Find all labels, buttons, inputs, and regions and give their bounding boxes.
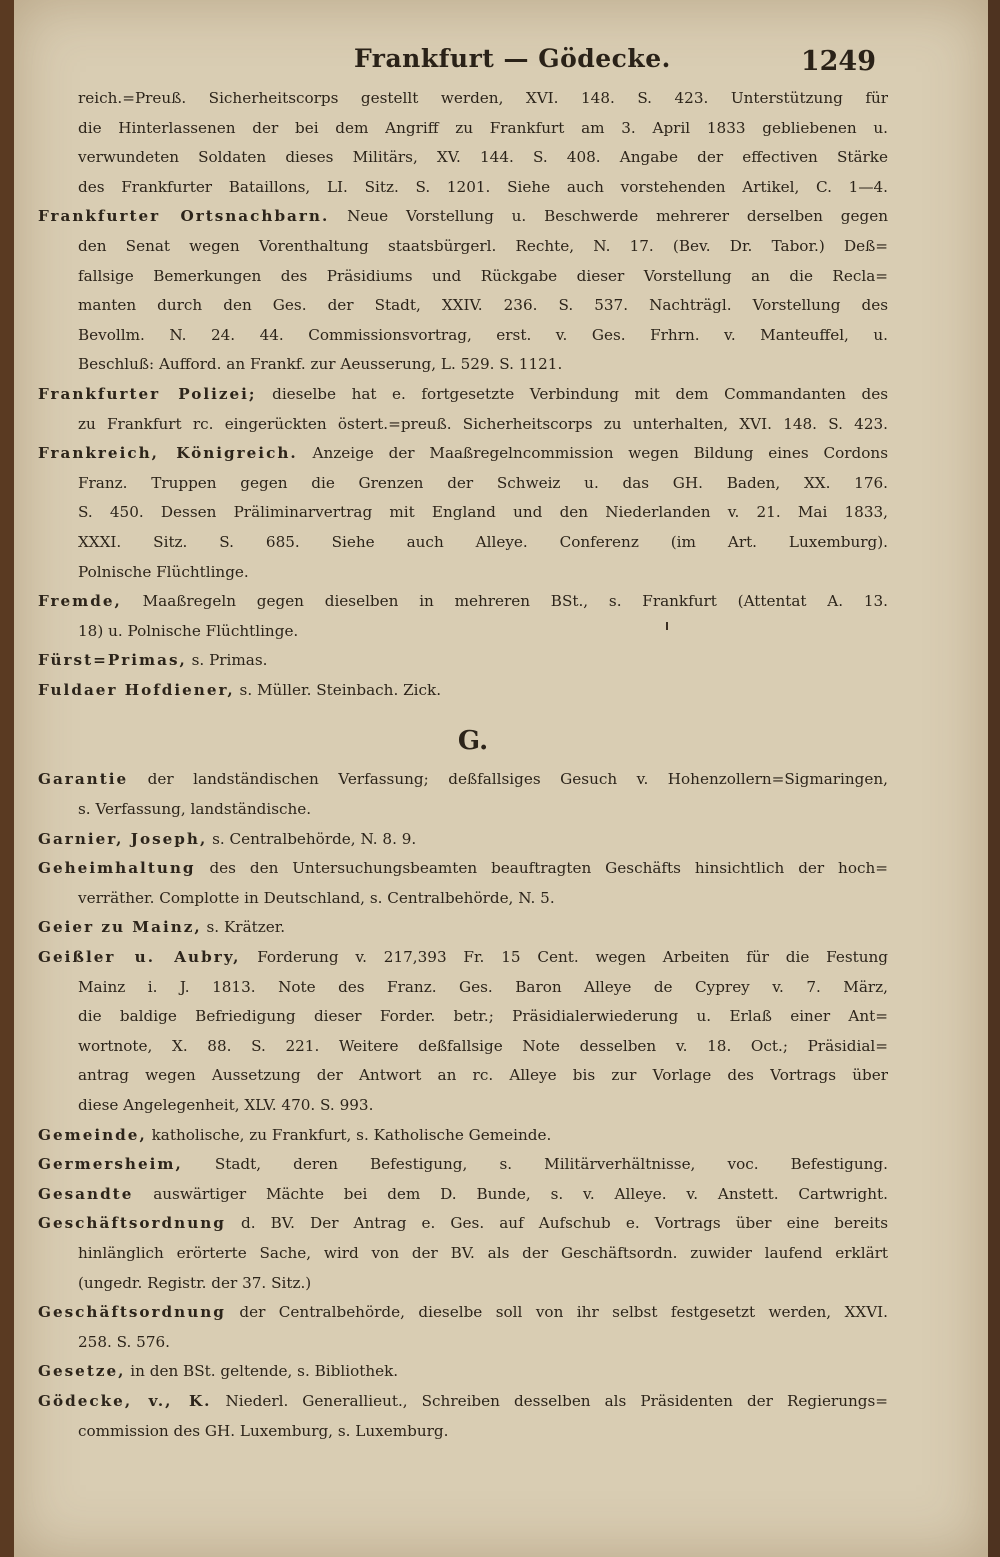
- index-entry: [38, 587, 888, 617]
- entry-text: 258. S. 576.: [78, 1332, 170, 1351]
- entry-keyword: Geheimhaltung: [38, 859, 196, 878]
- entry-text: Anzeige der Maaßregelncommission wegen Bildung eines Cordons: [297, 444, 888, 463]
- entry-text: die baldige Befriedigung dieser Forder. betr.; Präsidialerwiederung u. Erlaß einer Ant=: [78, 1007, 888, 1026]
- index-entry: [38, 676, 888, 706]
- index-entry-continuation: [38, 1032, 888, 1062]
- entry-text: s. Centralbehörde, N. 8. 9.: [207, 829, 417, 848]
- entry-text: antrag wegen Aussetzung der Antwort an rc. Alleye bis zur Vorlage des Vortrags über: [78, 1066, 888, 1085]
- entry-text: der landständischen Verfassung; deßfallsiges Gesuch v. Hohenzollern=Sigmaringen,: [128, 770, 888, 789]
- index-entry: [38, 854, 888, 884]
- index-entry-continuation: [38, 1091, 888, 1121]
- entry-text: Beschluß: Aufford. an Frankf. zur Aeusserung, L. 529. S. 1121.: [78, 355, 563, 374]
- entry-text: (ungedr. Registr. der 37. Sitz.): [78, 1273, 312, 1292]
- entry-keyword: Garantie: [38, 770, 129, 789]
- section-heading: G.: [457, 726, 489, 757]
- index-entry: [38, 825, 888, 855]
- entry-text: Niederl. Generallieut., Schreiben desselben als Präsidenten der Regierungs=: [211, 1391, 888, 1410]
- entry-text: wortnote, X. 88. S. 221. Weitere deßfallsige Note desselben v. 18. Oct.; Präsidial=: [78, 1036, 888, 1055]
- index-entry: [38, 943, 888, 973]
- book-binding-left: [0, 0, 14, 1557]
- page-number: 1249: [800, 46, 876, 77]
- index-entry-continuation: [38, 528, 888, 558]
- entry-keyword: Frankfurter Ortsnachbarn.: [38, 207, 330, 226]
- entry-text: dieselbe hat e. fortgesetzte Verbindung mit dem Commandanten des: [256, 384, 888, 403]
- index-entry-continuation: [38, 1417, 888, 1447]
- index-entry: [38, 1150, 888, 1180]
- entry-text: s. Krätzer.: [201, 918, 286, 937]
- index-entry-continuation: [38, 884, 888, 914]
- entry-text: commission des GH. Luxemburg, s. Luxemburg.: [78, 1421, 449, 1440]
- index-entry-continuation: [38, 350, 888, 380]
- index-entry: [38, 1121, 888, 1151]
- entry-text: die Hinterlassenen der bei dem Angriff zu Frankfurt am 3. April 1833 gebliebenen u.: [78, 118, 888, 137]
- entry-text: hinlänglich erörterte Sache, wird von der BV. als der Geschäftsordn. zuwider laufend erklärt: [78, 1243, 888, 1262]
- entry-text: s. Müller. Steinbach. Zick.: [234, 680, 442, 699]
- entry-text: des Frankfurter Bataillons, LI. Sitz. S. 1201. Siehe auch vorstehenden Artikel, C. 1—4.: [78, 177, 888, 196]
- index-entry: [38, 1298, 888, 1328]
- entry-keyword: Gesandte: [38, 1184, 134, 1203]
- index-entry-continuation: [38, 143, 888, 173]
- index-entry-continuation: [38, 1328, 888, 1358]
- entry-text: des den Untersuchungsbeamten beauftragten Geschäfts hinsichtlich der hoch=: [195, 859, 888, 878]
- entry-text: d. BV. Der Antrag e. Ges. auf Aufschub e. Vortrags über eine bereits: [225, 1214, 888, 1233]
- entry-keyword: Frankreich, Königreich.: [38, 444, 298, 463]
- index-entry-continuation: [38, 291, 888, 321]
- entry-text: verräther. Complotte in Deutschland, s. Centralbehörde, N. 5.: [78, 888, 555, 907]
- entry-keyword: Garnier, Joseph,: [38, 829, 208, 848]
- index-entry: [38, 913, 888, 943]
- entry-keyword: Germersheim,: [38, 1155, 183, 1174]
- entry-text: Polnische Flüchtlinge.: [78, 562, 249, 581]
- entry-keyword: Gödecke, v., K.: [38, 1391, 212, 1410]
- index-entry-continuation: [38, 321, 888, 351]
- entry-text: Franz. Truppen gegen die Grenzen der Schweiz u. das GH. Baden, XX. 176.: [78, 473, 888, 492]
- index-entry: [38, 202, 888, 232]
- index-entry-continuation: [38, 232, 888, 262]
- entry-text: Forderung v. 217,393 Fr. 15 Cent. wegen Arbeiten für die Festung: [240, 948, 888, 967]
- entry-text: reich.=Preuß. Sicherheitscorps gestellt werden, XVI. 148. S. 423. Unterstützung für: [78, 89, 888, 107]
- index-entry-continuation: [38, 617, 888, 647]
- index-entry-continuation: [38, 973, 888, 1003]
- entry-text: manten durch den Ges. der Stadt, XXIV. 236. S. 537. Nachträgl. Vorstellung des: [78, 296, 888, 315]
- entry-text: der Centralbehörde, dieselbe soll von ihr selbst festgesetzt werden, XXVI.: [225, 1303, 888, 1322]
- entry-keyword: Geier zu Mainz,: [38, 918, 202, 937]
- index-entry: [38, 439, 888, 469]
- entry-text: Stadt, deren Befestigung, s. Militärverhältnisse, voc. Befestigung.: [182, 1155, 888, 1174]
- index-entry: [38, 380, 888, 410]
- entry-text: in den BSt. geltende, s. Bibliothek.: [125, 1362, 399, 1381]
- index-entry-continuation: [38, 469, 888, 499]
- index-entry-continuation: [38, 558, 888, 588]
- entry-text: s. Primas.: [186, 651, 268, 670]
- index-entries: [38, 84, 888, 1446]
- entry-text: XXXI. Sitz. S. 685. Siehe auch Alleye. Conferenz (im Art. Luxemburg).: [78, 532, 888, 551]
- index-entry: [38, 765, 888, 795]
- entry-text: fallsige Bemerkungen des Präsidiums und Rückgabe dieser Vorstellung an die Recla=: [78, 266, 888, 285]
- entry-keyword: Gesetze,: [38, 1362, 126, 1381]
- entry-text: Neue Vorstellung u. Beschwerde mehrerer derselben gegen: [329, 207, 888, 226]
- index-entry-continuation: [38, 84, 888, 114]
- index-entry-continuation: [38, 410, 888, 440]
- index-entry: [38, 1387, 888, 1417]
- entry-keyword: Geschäftsordnung: [38, 1303, 226, 1322]
- entry-text: zu Frankfurt rc. eingerückten östert.=preuß. Sicherheitscorps zu unterhalten, XVI. 148. S. 423.: [78, 414, 888, 433]
- index-entry-continuation: [38, 1269, 888, 1299]
- entry-text: s. Verfassung, landständische.: [78, 800, 312, 819]
- index-entry-continuation: [38, 262, 888, 292]
- entry-text: Mainz i. J. 1813. Note des Franz. Ges. Baron Alleye de Cyprey v. 7. März,: [78, 977, 888, 996]
- index-entry: [38, 1209, 888, 1239]
- index-entry: [38, 646, 888, 676]
- index-entry-continuation: [38, 1002, 888, 1032]
- entry-keyword: Fuldaer Hofdiener,: [38, 680, 235, 699]
- entry-text: Bevollm. N. 24. 44. Commissionsvortrag, erst. v. Ges. Frhrn. v. Manteuffel, u.: [78, 325, 888, 344]
- running-title: Frankfurt — Gödecke.: [354, 44, 671, 73]
- entry-text: S. 450. Dessen Präliminarvertrag mit England und den Niederlanden v. 21. Mai 1833,: [78, 503, 888, 522]
- index-entry: [38, 1357, 888, 1387]
- index-entry: [38, 1180, 888, 1210]
- book-edge-right: [988, 0, 1000, 1557]
- book-page: [14, 0, 988, 1557]
- entry-keyword: Geißler u. Aubry,: [38, 948, 241, 967]
- entry-text: den Senat wegen Vorenthaltung staatsbürgerl. Rechte, N. 17. (Bev. Dr. Tabor.) Deß=: [78, 236, 888, 255]
- entry-keyword: Geschäftsordnung: [38, 1214, 226, 1233]
- entry-text: diese Angelegenheit, XLV. 470. S. 993.: [78, 1096, 374, 1114]
- page-header: [14, 38, 988, 78]
- entry-text: 18) u. Polnische Flüchtlinge.: [78, 621, 299, 640]
- entry-text: Maaßregeln gegen dieselben in mehreren BSt., s. Frankfurt (Attentat A. 13.: [121, 592, 888, 611]
- index-entry-continuation: [38, 114, 888, 144]
- entry-keyword: Fürst=Primas,: [38, 651, 187, 670]
- entry-keyword: Fremde,: [38, 592, 122, 611]
- entry-text: katholische, zu Frankfurt, s. Katholische Gemeinde.: [146, 1125, 552, 1144]
- index-entry-continuation: [38, 1239, 888, 1269]
- entry-text: verwundeten Soldaten dieses Militärs, XV. 144. S. 408. Angabe der effectiven Stärke: [78, 148, 888, 167]
- entry-text: auswärtiger Mächte bei dem D. Bunde, s. v. Alleye. v. Anstett. Cartwright.: [133, 1184, 888, 1203]
- index-entry-continuation: [38, 498, 888, 528]
- index-entry-continuation: [38, 795, 888, 825]
- index-entry-continuation: [38, 1061, 888, 1091]
- entry-keyword: Frankfurter Polizei;: [38, 384, 257, 403]
- entry-keyword: Gemeinde,: [38, 1125, 147, 1144]
- index-entry-continuation: [38, 173, 888, 203]
